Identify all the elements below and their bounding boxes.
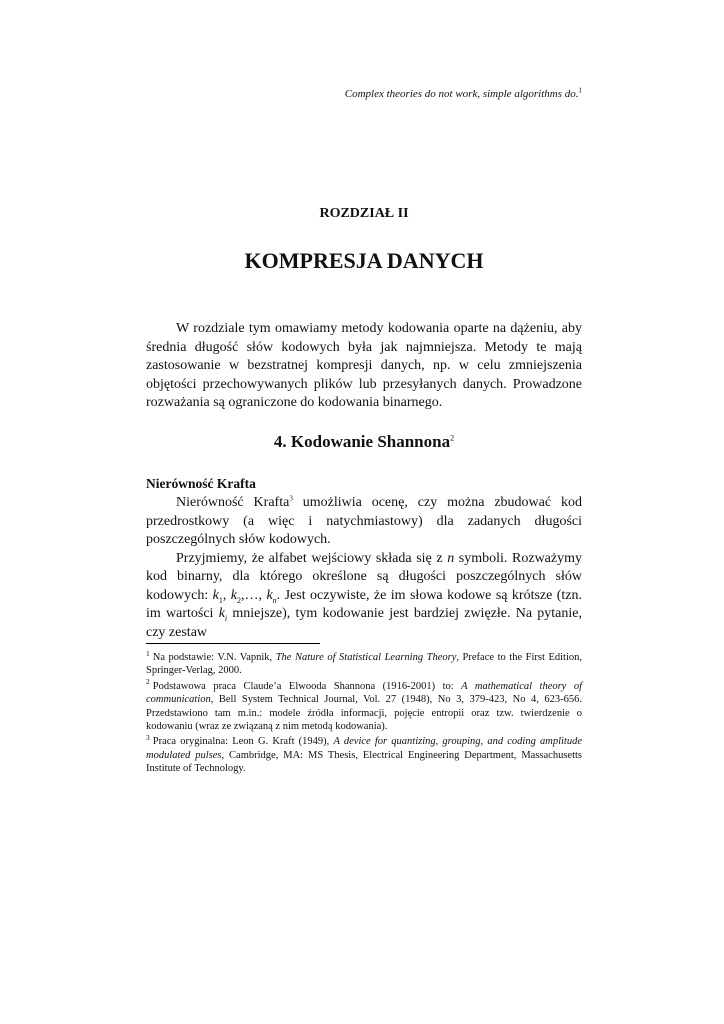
intro-paragraph: W rozdziale tym omawiamy metody kodowania oparte na dążeniu, aby średnia długość słów kodowych była jak najmniejsza. Metody te mają zastosowanie w bezstratnej kompresji danych, np. w celu zmniejszenia objętości przechowywanych plików lub przesyłanych danych. Prowadzone rozważania są ograniczone do kodowania binarnego. xyxy=(146,321,582,410)
footnote-1-post: , Preface to the First Edition, Springer-Verlag, 2000. xyxy=(146,652,582,677)
footnote-ref-3: 3 xyxy=(289,494,293,503)
footnote-3-pre: Praca oryginalna: Leon G. Kraft (1949), xyxy=(152,736,334,748)
epigraph-text: Complex theories do not work, simple algorithms do. xyxy=(344,88,579,100)
footnote-1-pre: Na podstawie: V.N. Vapnik, xyxy=(152,652,276,663)
footnote-2 xyxy=(146,677,583,734)
para2-text-a: Przyjmiemy, że alfabet wejściowy składa się z xyxy=(176,550,448,566)
footnote-2-pre: Podstawowa praca Claude’a Elwooda Shannona (1916-2001) to: xyxy=(152,680,462,692)
body-paragraph-2 xyxy=(146,550,582,643)
footnotes xyxy=(146,648,583,778)
footnote-3-title: A device for quantizing, grouping, and coding amplitude modulated pulses xyxy=(146,736,582,761)
footnote-number-1: 1 xyxy=(146,648,150,658)
body-text xyxy=(146,494,582,642)
footnote-number-2: 2 xyxy=(146,677,150,687)
footnote-2-title: A mathematical theory of communication xyxy=(146,680,583,706)
para1-text-b: umożliwia ocenę, czy można zbudować kod przedrostkowy (a więc i natychmiastowy) dla zadanych długości poszczególnych słów kodowych. xyxy=(146,495,582,547)
chapter-title: KOMPRESJA DANYCH xyxy=(244,248,484,273)
math-n: n xyxy=(447,550,455,566)
para2-text-c: . Jest oczywiste, że im słowa kodowe są krótsze (tzn. im wartości xyxy=(146,587,583,621)
para2-text-d: mniejsze), tym kodowanie jest bardziej zwięzłe. Na pytanie, czy zestaw xyxy=(146,606,582,640)
footnote-1-title: The Nature of Statistical Learning Theory xyxy=(275,652,457,663)
epigraph xyxy=(345,88,582,100)
math-k-n: k xyxy=(266,587,273,603)
section-heading xyxy=(146,432,582,452)
footnote-1 xyxy=(146,648,582,678)
math-k-i-base: k xyxy=(218,606,225,621)
subsection-heading: Nierówność Krafta xyxy=(146,476,256,491)
para2-text-b: symboli. Rozważymy kod binarny, dla którego określone są długości poszczególnych słów kodowych: xyxy=(146,550,582,603)
footnote-3 xyxy=(146,732,582,775)
chapter-label: ROZDZIAŁ II xyxy=(319,206,409,221)
math-sep-1: , xyxy=(222,587,231,603)
footnote-number-3: 3 xyxy=(146,732,150,742)
footnote-ref-2: 2 xyxy=(450,433,455,443)
math-sub-n: n xyxy=(272,595,277,605)
footnote-2-post: , Bell System Technical Journal, Vol. 27 (1948), No 3, 379-423, No 4, 623-656. Przedstawiono tam m.in.: modele źródła informacji, pojęcie entropii oraz tzw. twierdzenie o kodowaniu (wraz ze związaną z nim metodą kodowania). xyxy=(146,694,582,733)
math-k-sequence xyxy=(213,588,277,603)
footnote-3-post: , Cambridge, MA: MS Thesis, Electrical Engineering Department, Massachusetts Institute of Technology. xyxy=(146,749,582,775)
math-sub-1: 1 xyxy=(218,595,223,605)
footnote-separator xyxy=(146,643,320,644)
math-sep-2: ,…, xyxy=(241,587,267,603)
section-title: 4. Kodowanie Shannona xyxy=(273,432,451,451)
math-k-2: k xyxy=(230,587,238,603)
para1-text-a: Nierówność Krafta xyxy=(176,495,290,510)
math-sub-2: 2 xyxy=(237,595,242,605)
math-sub-i: i xyxy=(224,613,228,623)
footnote-ref-1: 1 xyxy=(578,86,582,95)
math-k-i xyxy=(219,606,227,621)
body-paragraph-1 xyxy=(146,494,582,550)
math-k-1: k xyxy=(212,587,219,603)
